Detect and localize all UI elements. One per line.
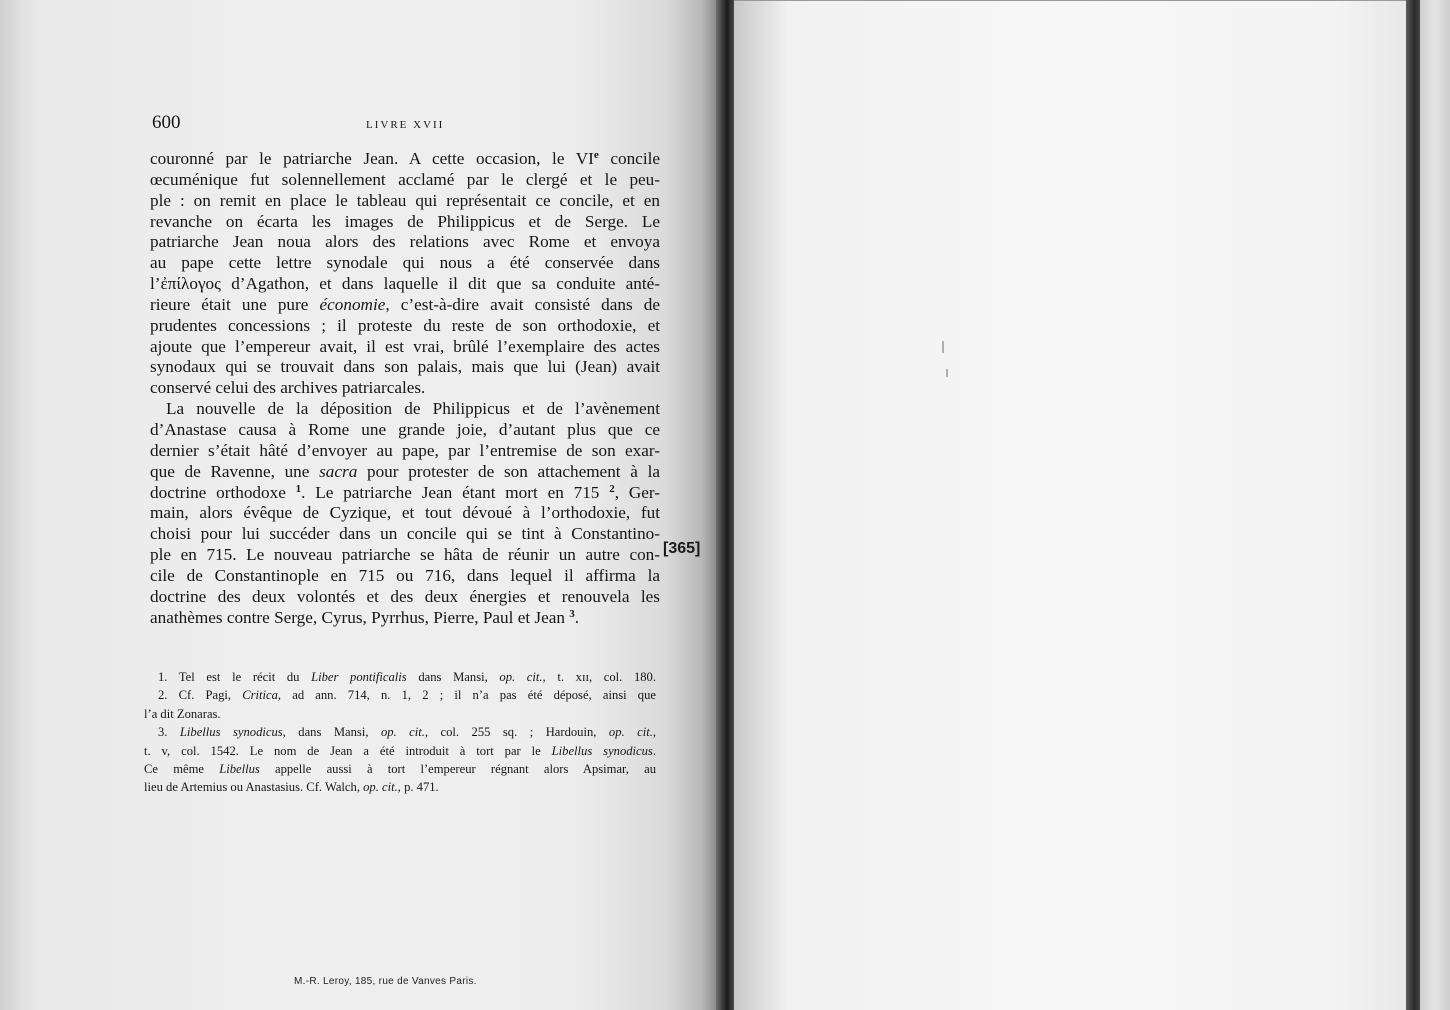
footnote-line: 3. Libellus synodicus, dans Mansi, op. cit., col. 255 sq. ; Hardouin, op. cit., <box>158 725 656 740</box>
text-line: choisi pour lui succéder dans un concile qui se tint à Constantino- <box>150 524 660 544</box>
next-page-edge <box>1420 0 1450 1010</box>
text-line: rieure était une pure économie, c’est-à-dire avait consisté dans de <box>150 294 660 314</box>
footnote-line: Ce même Libellus appelle aussi à tort l’empereur régnant alors Apsimar, au <box>144 761 656 776</box>
footnote-line: 2. Cf. Pagi, Critica, ad ann. 714, n. 1, 2 ; il n’a pas été déposé, ainsi que <box>158 688 656 703</box>
footnote-line: 1. Tel est le récit du Liber pontificalis dans Mansi, op. cit., t. xɪɪ, col. 180. <box>158 670 656 684</box>
text-line: main, alors évêque de Cyzique, et tout dévoué à l’orthodoxie, fut <box>150 503 660 523</box>
text-line: que de Ravenne, une sacra pour protester de son attachement à la <box>150 461 660 481</box>
page-number: 600 <box>152 112 181 133</box>
printer-imprint: M.-R. Leroy, 185, rue de Vanves Paris. <box>294 976 477 987</box>
next-page-edge-shadow <box>1406 0 1420 1010</box>
text-line: dernier s’était hâté d’envoyer au pape, par l’entremise de son exar- <box>150 440 660 460</box>
text-line: ple : on remit en place le tableau qui représentait ce concile, et en <box>150 190 660 210</box>
paper-speck <box>946 369 948 377</box>
running-head <box>152 112 662 138</box>
right-page-blank <box>734 0 1406 1010</box>
text-line: anathèmes contre Serge, Cyrus, Pyrrhus, Pierre, Paul et Jean $^3$. <box>150 607 580 627</box>
body-text <box>150 149 660 628</box>
text-line: couronné par le patriarche Jean. A cette occasion, le VIe concile <box>150 149 660 168</box>
footnote-line: l’a dit Zonaras. <box>144 706 221 721</box>
text-line: revanche on écarta les images de Philippicus et de Serge. Le <box>150 211 660 231</box>
text-line: cile de Constantinople en 715 ou 716, dans lequel il affirma la <box>150 565 660 585</box>
text-line: patriarche Jean noua alors des relations avec Rome et envoya <box>150 232 660 252</box>
footnotes <box>144 668 656 797</box>
margin-reference: [365] <box>663 540 701 557</box>
text-line: La nouvelle de la déposition de Philippicus et de l’avènement <box>166 399 660 419</box>
text-line: œcuménique fut solennellement acclamé par le clergé et le peu- <box>150 169 660 189</box>
text-line: ajoute que l’empereur avait, il est vrai, brûlé l’exemplaire des actes <box>150 336 660 356</box>
text-line: ple en 715. Le nouveau patriarche se hâta de réunir un autre con- <box>150 545 660 565</box>
text-line: au pape cette lettre synodale qui nous a été conservée dans <box>150 253 660 273</box>
text-line: prudentes concessions ; il proteste du reste de son orthodoxie, et <box>150 315 660 335</box>
text-line: l’ἐπίλογος d’Agathon, et dans laquelle il dit que sa conduite anté- <box>150 274 660 294</box>
text-line: d’Anastase causa à Rome une grande joie, d’autant plus que ce <box>150 419 660 439</box>
text-line: doctrine orthodoxe $^1$. Le patriarche Jean étant mort en 715 $^2$, Ger- <box>150 482 660 502</box>
book-gutter <box>716 0 736 1010</box>
text-line: synodaux qui se trouvait dans son palais, mais que lui (Jean) avait <box>150 357 660 377</box>
paper-speck <box>942 341 944 353</box>
left-page <box>0 0 716 1010</box>
text-line: conservé celui des archives patriarcales. <box>150 378 426 398</box>
footnote-line: lieu de Artemius ou Anastasius. Cf. Walch, op. cit., p. 471. <box>144 780 439 795</box>
footnote-line: t. v, col. 1542. Le nom de Jean a été introduit à tort par le Libellus synodicus. <box>144 743 656 758</box>
running-title: LIVRE XVII <box>366 119 445 131</box>
text-line: doctrine des deux volontés et des deux énergies et renouvela les <box>150 586 660 606</box>
